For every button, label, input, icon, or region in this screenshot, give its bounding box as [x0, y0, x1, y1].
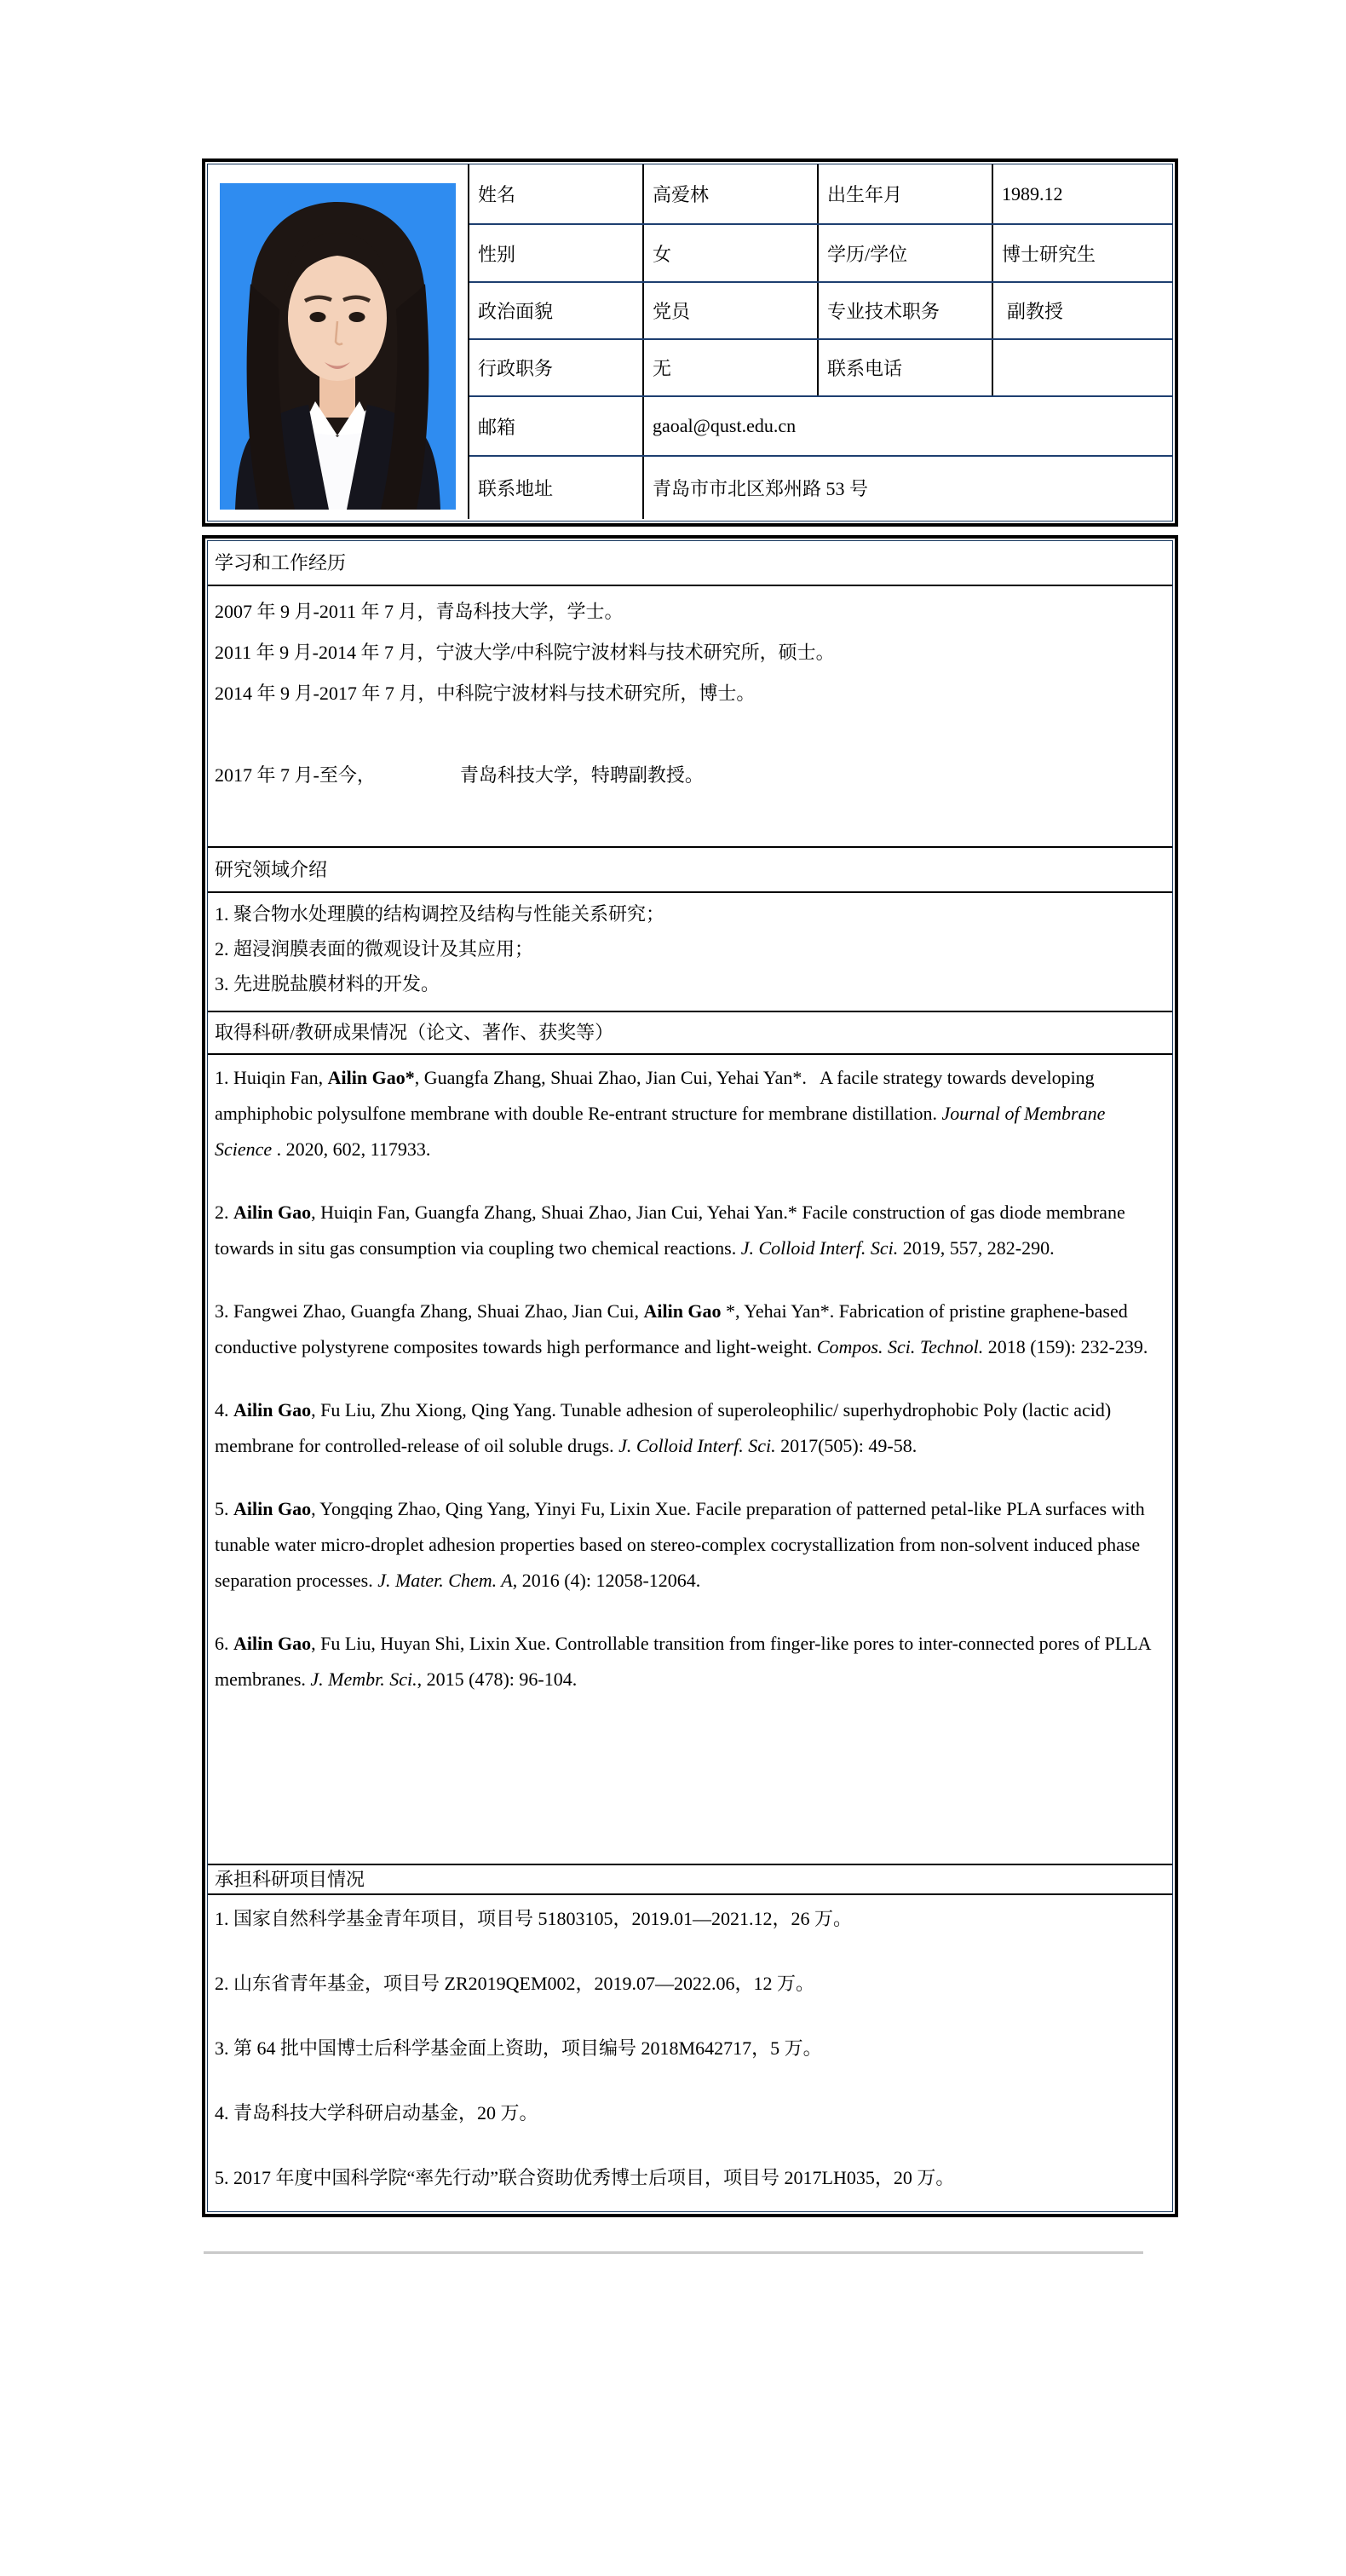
- admin-label: 行政职务: [469, 339, 643, 396]
- pub-author-highlight: Ailin Gao: [233, 1498, 312, 1519]
- address-value: 青岛市市北区郑州路 53 号: [643, 456, 1172, 519]
- pub-author-highlight: Ailin Gao: [233, 1202, 312, 1223]
- pub-text: 2017(505): 49-58.: [775, 1435, 917, 1456]
- research-area-line: 3. 先进脱盐膜材料的开发。: [215, 973, 440, 994]
- pub-text: 6.: [215, 1633, 233, 1654]
- pub-author-highlight: Ailin Gao: [643, 1300, 722, 1322]
- publication-item: [215, 1195, 1164, 1266]
- table-row: [208, 1011, 1172, 1054]
- pub-text: , Huiqin Fan, Guangfa Zhang, Shuai Zhao, Jian Cui, Yehai Yan.* Facile construction of gas diode membrane towards in situ gas consumption via coupling two chemical reactions.: [215, 1202, 1130, 1259]
- research-area-line: 1. 聚合物水处理膜的结构调控及结构与性能关系研究；: [215, 903, 665, 925]
- experience-line: 2017 年 7 月-至今， 青岛科技大学，特聘副教授。: [215, 764, 704, 786]
- pub-journal: J. Membr. Sci.: [310, 1668, 417, 1690]
- name-value: 高爱林: [643, 164, 818, 224]
- section-content-research-areas: [208, 892, 1172, 1011]
- pub-text: 3. Fangwei Zhao, Guangfa Zhang, Shuai Zhao, Jian Cui,: [215, 1300, 644, 1322]
- section-header-experience: 学习和工作经历: [208, 541, 1172, 585]
- table-row: [208, 164, 1172, 224]
- publication-item: [215, 1626, 1164, 1697]
- table-row: [208, 1054, 1172, 1864]
- pub-text: , Yongqing Zhao, Qing Yang, Yinyi Fu, Lixin Xue. Facile preparation of patterned petal-like PLA surfaces with tunable water micro-droplet adhesion properties based on stereo-complex cocrystallization from non-solvent induced phase separation processes.: [215, 1498, 1150, 1591]
- pub-text: , Guangfa Zhang, Shuai Zhao, Jian Cui, Yehai Yan*. A facile strategy towards developing amphiphobic polysulfone membrane with double Re-entrant structure for membrane distillation.: [215, 1067, 1100, 1124]
- project-item: 4. 青岛科技大学科研启动基金，20 万。: [215, 2102, 538, 2124]
- sections-table-inner: [207, 540, 1173, 2212]
- pub-text: 5.: [215, 1498, 233, 1519]
- pub-text: , Fu Liu, Zhu Xiong, Qing Yang. Tunable adhesion of superoleophilic/ superhydrophobic Poly (lactic acid) membrane for controlled-release of oil soluble drugs.: [215, 1399, 1116, 1456]
- sections-table-frame: [202, 535, 1178, 2217]
- pub-journal: J. Mater. Chem. A: [377, 1570, 513, 1591]
- photo-cell: [208, 164, 469, 519]
- research-area-line: 2. 超浸润膜表面的微观设计及其应用；: [215, 938, 534, 960]
- pub-author-highlight: Ailin Gao*: [327, 1067, 415, 1088]
- pub-text: 2018 (159): 232-239.: [983, 1336, 1148, 1357]
- pub-journal: J. Colloid Interf. Sci.: [618, 1435, 776, 1456]
- degree-value: 博士研究生: [992, 224, 1172, 282]
- section-content-experience: [208, 585, 1172, 847]
- id-photo-illustration: [220, 183, 456, 510]
- pub-journal: Compos. Sci. Technol.: [816, 1336, 984, 1357]
- degree-label: 学历/学位: [818, 224, 992, 282]
- page-break-divider: [204, 2251, 1143, 2254]
- table-row: [208, 541, 1172, 585]
- section-header-projects: 承担科研项目情况: [208, 1864, 1172, 1894]
- birth-value: 1989.12: [992, 164, 1172, 224]
- profile-photo: [220, 183, 456, 510]
- political-value: 党员: [643, 282, 818, 339]
- section-content-projects: [208, 1894, 1172, 2212]
- pub-author-highlight: Ailin Gao: [233, 1399, 312, 1421]
- admin-value: 无: [643, 339, 818, 396]
- pub-text: , Fu Liu, Huyan Shi, Lixin Xue. Controllable transition from finger-like pores to inter-connected pores of PLLA membranes.: [215, 1633, 1155, 1690]
- name-label: 姓名: [469, 164, 643, 224]
- phone-label: 联系电话: [818, 339, 992, 396]
- experience-line: 2007 年 9 月-2011 年 7 月，青岛科技大学，学士。: [215, 601, 624, 622]
- project-item: 2. 山东省青年基金，项目号 ZR2019QEM002，2019.07—2022.06，12 万。: [215, 1973, 815, 1994]
- gender-value: 女: [643, 224, 818, 282]
- experience-line: 2014 年 9 月-2017 年 7 月，中科院宁波材料与技术研究所，博士。: [215, 683, 756, 704]
- pub-text: 2019, 557, 282-290.: [898, 1237, 1055, 1259]
- section-header-achievements: 取得科研/教研成果情况（论文、著作、获奖等）: [208, 1011, 1172, 1054]
- section-content-achievements: [208, 1054, 1172, 1864]
- profile-table: [208, 164, 1172, 519]
- project-item: 1. 国家自然科学基金青年项目，项目号 51803105，2019.01—2021.12，26 万。: [215, 1908, 853, 1929]
- profile-table-frame: [202, 158, 1178, 527]
- pub-text: , 2015 (478): 96-104.: [417, 1668, 578, 1690]
- table-row: [208, 585, 1172, 847]
- project-item: 3. 第 64 批中国博士后科学基金面上资助，项目编号 2018M642717，5 万。: [215, 2037, 822, 2059]
- pub-journal: J. Colloid Interf. Sci.: [740, 1237, 899, 1259]
- title-label: 专业技术职务: [818, 282, 992, 339]
- pub-text: 4.: [215, 1399, 233, 1421]
- political-label: 政治面貌: [469, 282, 643, 339]
- sections-table: [208, 541, 1172, 2212]
- project-item: 5. 2017 年度中国科学院“率先行动”联合资助优秀博士后项目，项目号 2017LH035，20 万。: [215, 2167, 955, 2188]
- table-row: [208, 1864, 1172, 1894]
- gender-label: 性别: [469, 224, 643, 282]
- publication-item: [215, 1392, 1164, 1464]
- pub-text: 2.: [215, 1202, 233, 1223]
- pub-text: , 2016 (4): 12058-12064.: [512, 1570, 701, 1591]
- table-row: [208, 892, 1172, 1011]
- pub-text: *, Yehai Yan*. Fabrication of pristine graphene-based conductive polystyrene composites towards high performance and light-weight.: [215, 1300, 1133, 1357]
- phone-value: [992, 339, 1172, 396]
- publication-item: [215, 1060, 1164, 1167]
- profile-table-inner: [207, 164, 1173, 522]
- table-row: [208, 1894, 1172, 2212]
- birth-label: 出生年月: [818, 164, 992, 224]
- title-value: 副教授: [992, 282, 1172, 339]
- pub-text: . 2020, 602, 117933.: [272, 1138, 431, 1160]
- pub-journal: Journal of Membrane Science: [215, 1103, 1110, 1160]
- experience-line: 2011 年 9 月-2014 年 7 月，宁波大学/中科院宁波材料与技术研究所，硕士。: [215, 642, 835, 663]
- publication-item: [215, 1491, 1164, 1599]
- email-label: 邮箱: [469, 396, 643, 456]
- publication-item: [215, 1294, 1164, 1365]
- table-row: [208, 847, 1172, 892]
- section-header-research-areas: 研究领域介绍: [208, 847, 1172, 892]
- pub-text: 1. Huiqin Fan,: [215, 1067, 328, 1088]
- address-label: 联系地址: [469, 456, 643, 519]
- email-value: gaoal@qust.edu.cn: [643, 396, 1172, 456]
- pub-author-highlight: Ailin Gao: [233, 1633, 312, 1654]
